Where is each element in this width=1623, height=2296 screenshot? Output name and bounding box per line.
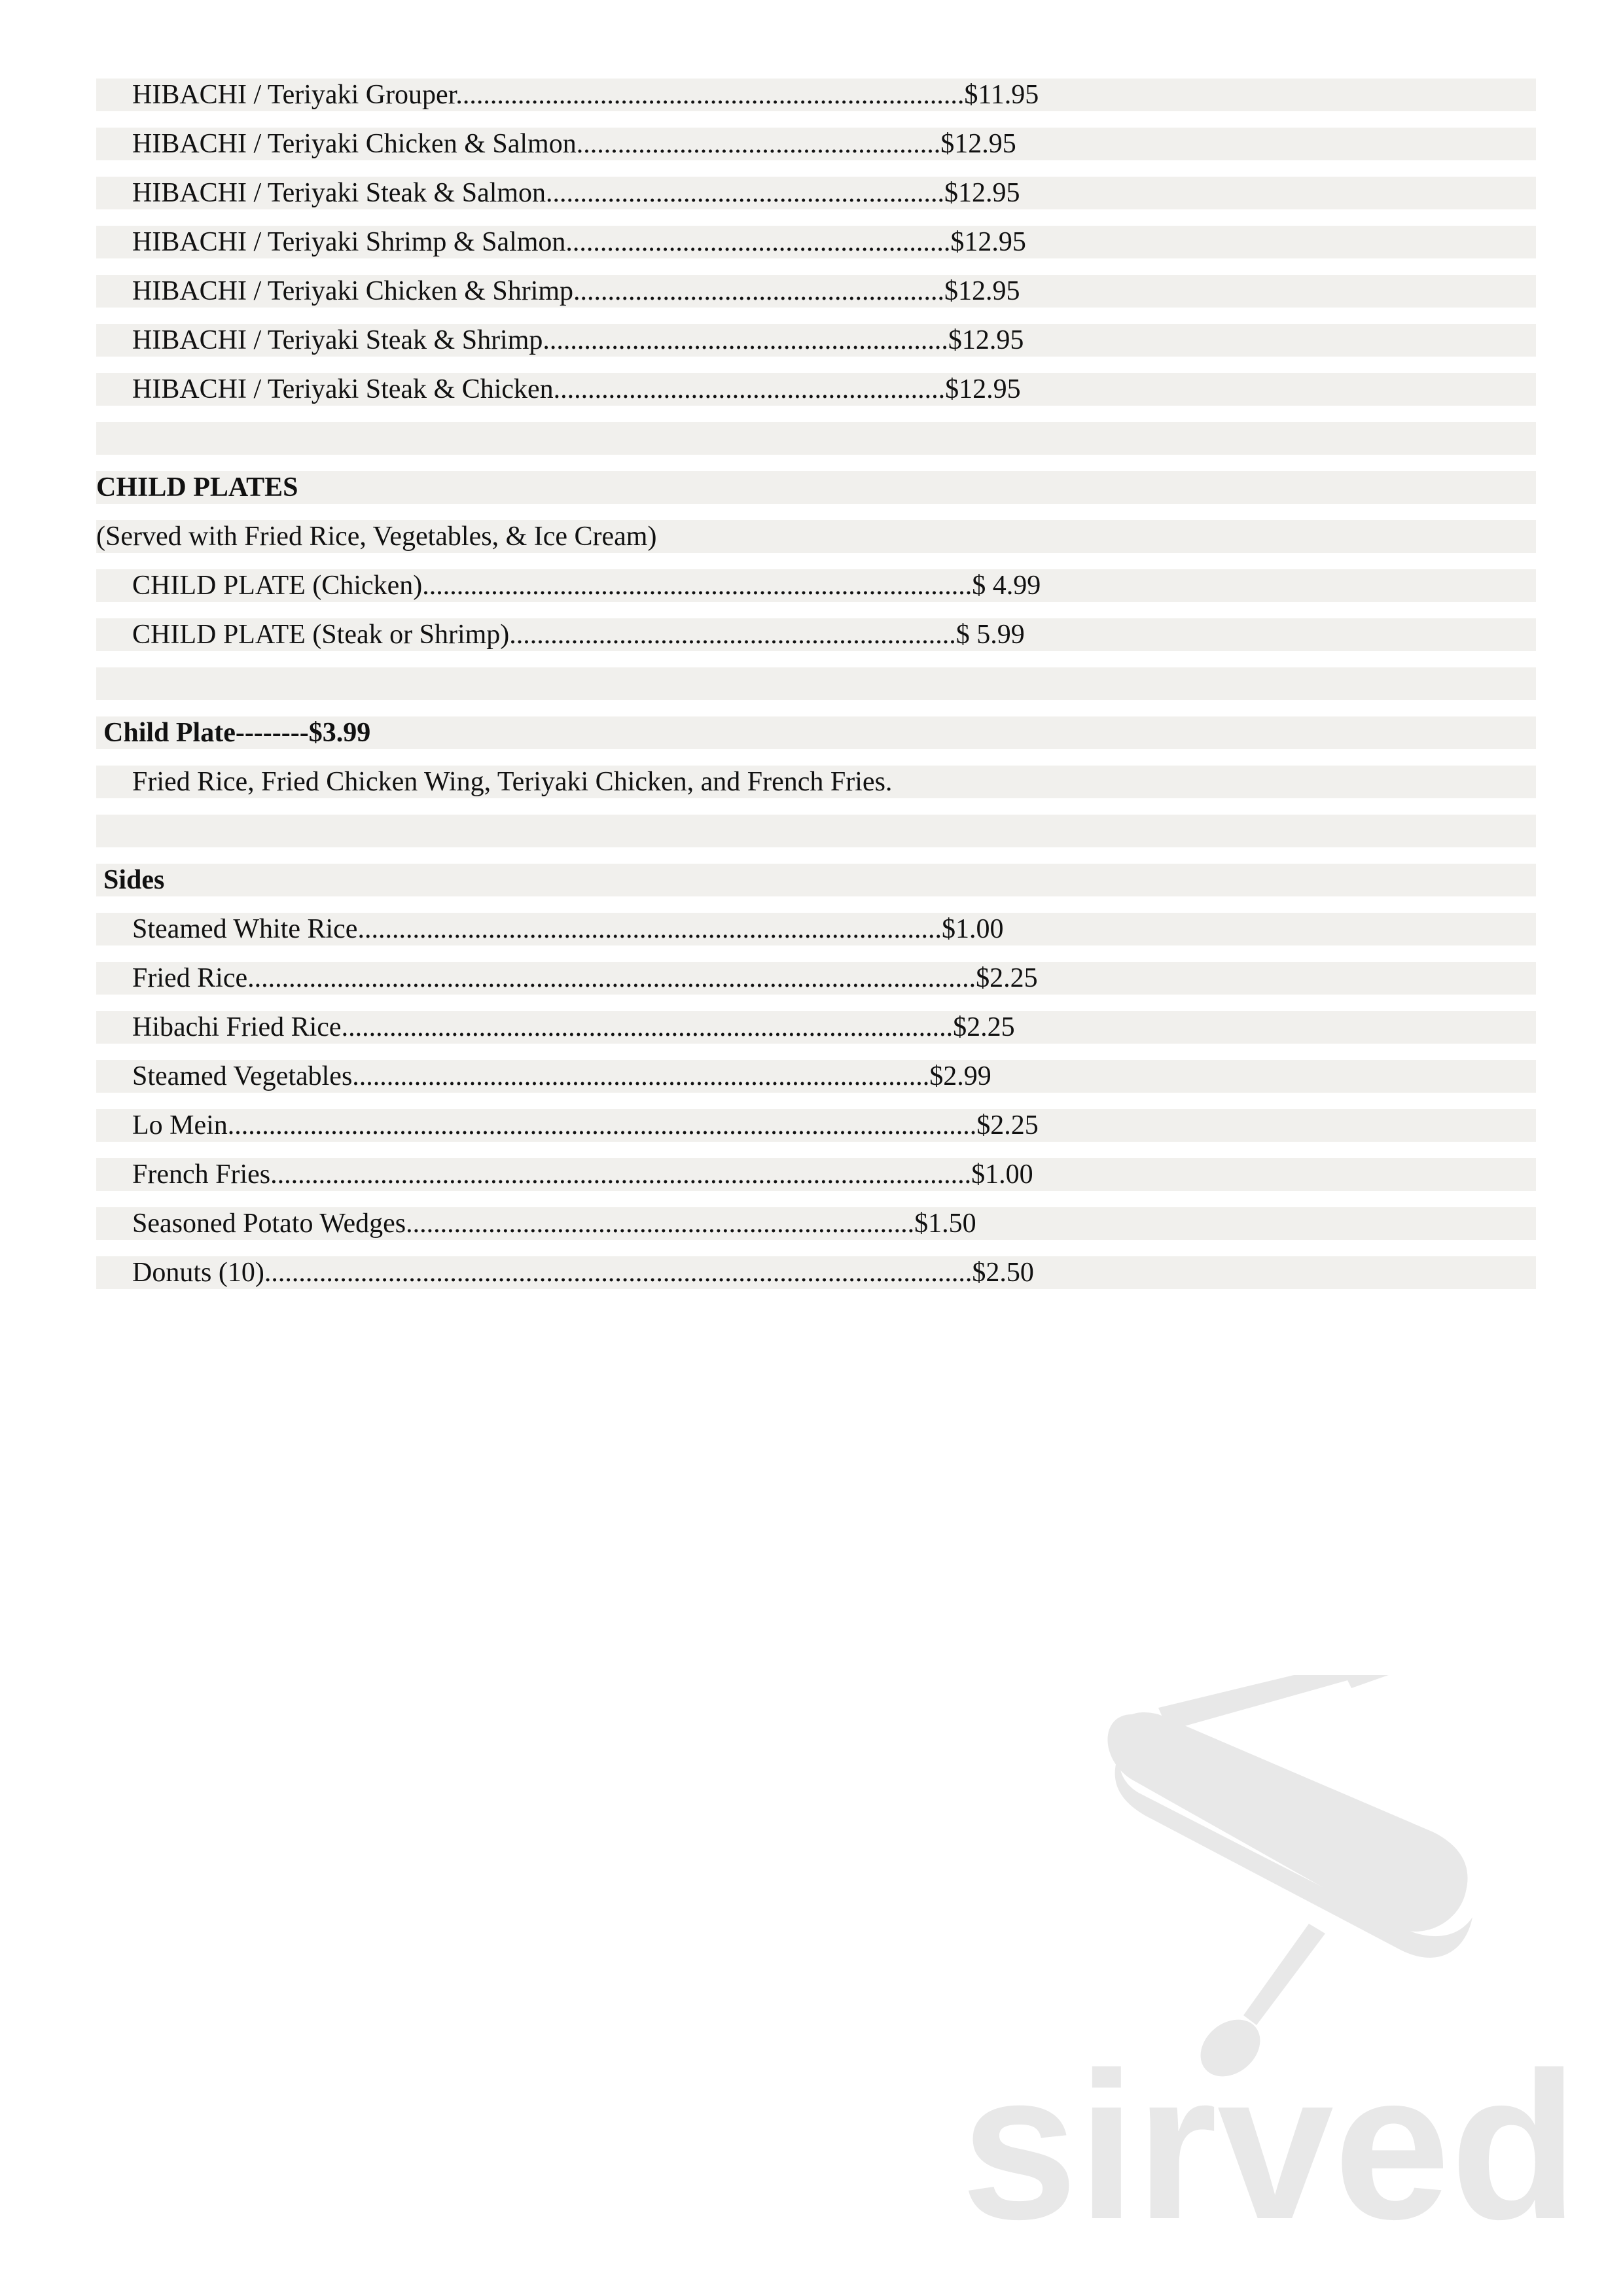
menu-item-french-fries: French Fries......................................................................................................$1.00	[96, 1158, 1536, 1191]
section-heading-sides: Sides	[96, 864, 1536, 896]
section-heading-child-plate-special: Child Plate--------$3.99	[96, 716, 1536, 749]
watermark-text: sirved	[961, 2028, 1578, 2231]
menu-item-seasoned-potato-wedges: Seasoned Potato Wedges..........................................................................$1.50	[96, 1207, 1536, 1240]
blank-row	[96, 815, 1536, 847]
menu-item-child-plate-steak-shrimp: CHILD PLATE (Steak or Shrimp).................................................................$ 5.99	[96, 618, 1536, 651]
menu-item-donuts: Donuts (10).......................................................................................................$2.50	[96, 1256, 1536, 1289]
menu-item-hibachi-chicken-shrimp: HIBACHI / Teriyaki Chicken & Shrimp......................................................$12.95	[96, 275, 1536, 308]
menu-item-hibachi-steak-shrimp: HIBACHI / Teriyaki Steak & Shrimp...........................................................$12.95	[96, 324, 1536, 357]
menu-item-fried-rice: Fried Rice..........................................................................................................$2.25	[96, 962, 1536, 995]
utensils-icon	[1108, 1675, 1473, 2088]
menu-item-hibachi-fried-rice: Hibachi Fried Rice.........................................................................................$2.25	[96, 1011, 1536, 1044]
section-note-child-plate-special: Fried Rice, Fried Chicken Wing, Teriyaki Chicken, and French Fries.	[96, 766, 1536, 798]
menu-page	[96, 79, 1536, 1305]
menu-item-child-plate-chicken: CHILD PLATE (Chicken)................................................................................$ 4.99	[96, 569, 1536, 602]
sirved-watermark-logo	[942, 1675, 1597, 2231]
blank-row	[96, 667, 1536, 700]
menu-item-lo-mein: Lo Mein.............................................................................................................$2.25	[96, 1109, 1536, 1142]
menu-item-hibachi-chicken-salmon: HIBACHI / Teriyaki Chicken & Salmon.....................................................$12.95	[96, 128, 1536, 160]
menu-item-hibachi-shrimp-salmon: HIBACHI / Teriyaki Shrimp & Salmon........................................................$12.95	[96, 226, 1536, 258]
section-heading-child-plates: CHILD PLATES	[96, 471, 1536, 504]
blank-row	[96, 422, 1536, 455]
menu-item-steamed-vegetables: Steamed Vegetables....................................................................................$2.99	[96, 1060, 1536, 1093]
menu-item-hibachi-steak-chicken: HIBACHI / Teriyaki Steak & Chicken.........................................................$12.95	[96, 373, 1536, 406]
menu-item-steamed-white-rice: Steamed White Rice.....................................................................................$1.00	[96, 913, 1536, 945]
section-subtitle-child-plates: (Served with Fried Rice, Vegetables, & Ice Cream)	[96, 520, 1536, 553]
menu-item-hibachi-steak-salmon: HIBACHI / Teriyaki Steak & Salmon..........................................................$12.95	[96, 177, 1536, 209]
menu-item-hibachi-grouper: HIBACHI / Teriyaki Grouper..........................................................................$11.95	[96, 79, 1536, 111]
